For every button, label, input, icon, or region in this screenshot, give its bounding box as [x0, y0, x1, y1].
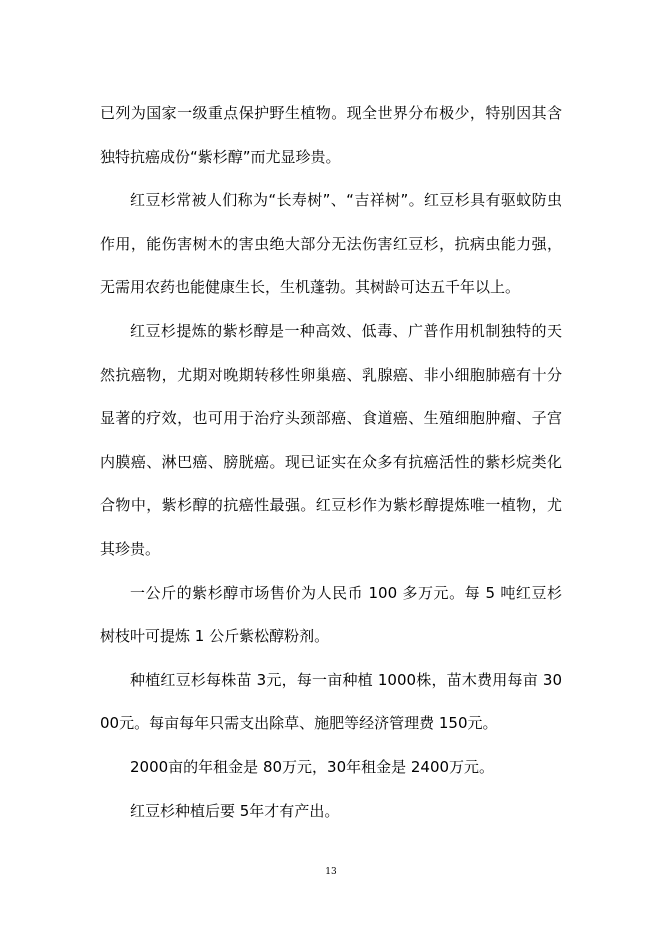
page-number: 13 — [325, 867, 337, 877]
paragraph-2: 红豆杉常被人们称为“长寿树”、“吉祥树”。红豆杉具有驱蚊防虫作用，能伤害树木的害虫绝大部分无法伤害红豆杉，抗病虫能力强，无需用农药也能健康生长，生机蓬勃。其树龄可达五千年以上。 — [100, 191, 562, 297]
paragraph-3: 红豆杉提炼的紫杉醇是一种高效、低毒、广普作用机制独特的天然抗癌物，尤期对晚期转移性卵巢癌、乳腺癌、非小细胞肺癌有十分显著的疗效，也可用于治疗头颈部癌、食道癌、生殖细胞肿瘤、子宫内膜癌、淋巴癌、膀胱癌。现已证实在众多有抗癌活性的紫杉烷类化合物中，紫杉醇的抗癌性最强。红豆杉作为紫杉醇提炼唯一植物，尤其珍贵。 — [100, 321, 562, 558]
paragraph-7: 红豆杉种植后要 5年才有产出。 — [130, 801, 340, 820]
paragraph-5: 种植红豆杉每株苗 3元，每一亩种植 1000株，苗木费用每亩 3000元。每亩每年只需支出除草、施肥等经济管理费 150元。 — [100, 670, 562, 733]
document-body — [100, 92, 562, 833]
paragraph-4: 一公斤的紫杉醇市场售价为人民币 100 多万元。每 5 吨红豆杉树枝叶可提炼 1 公斤紫松醇粉剂。 — [100, 583, 562, 646]
paragraph-1: 已列为国家一级重点保护野生植物。现全世界分布极少，特别因其含独特抗癌成份“紫杉醇”而尤显珍贵。 — [100, 104, 562, 166]
paragraph-6: 2000亩的年租金是 80万元，30年租金是 2400万元。 — [130, 757, 495, 776]
